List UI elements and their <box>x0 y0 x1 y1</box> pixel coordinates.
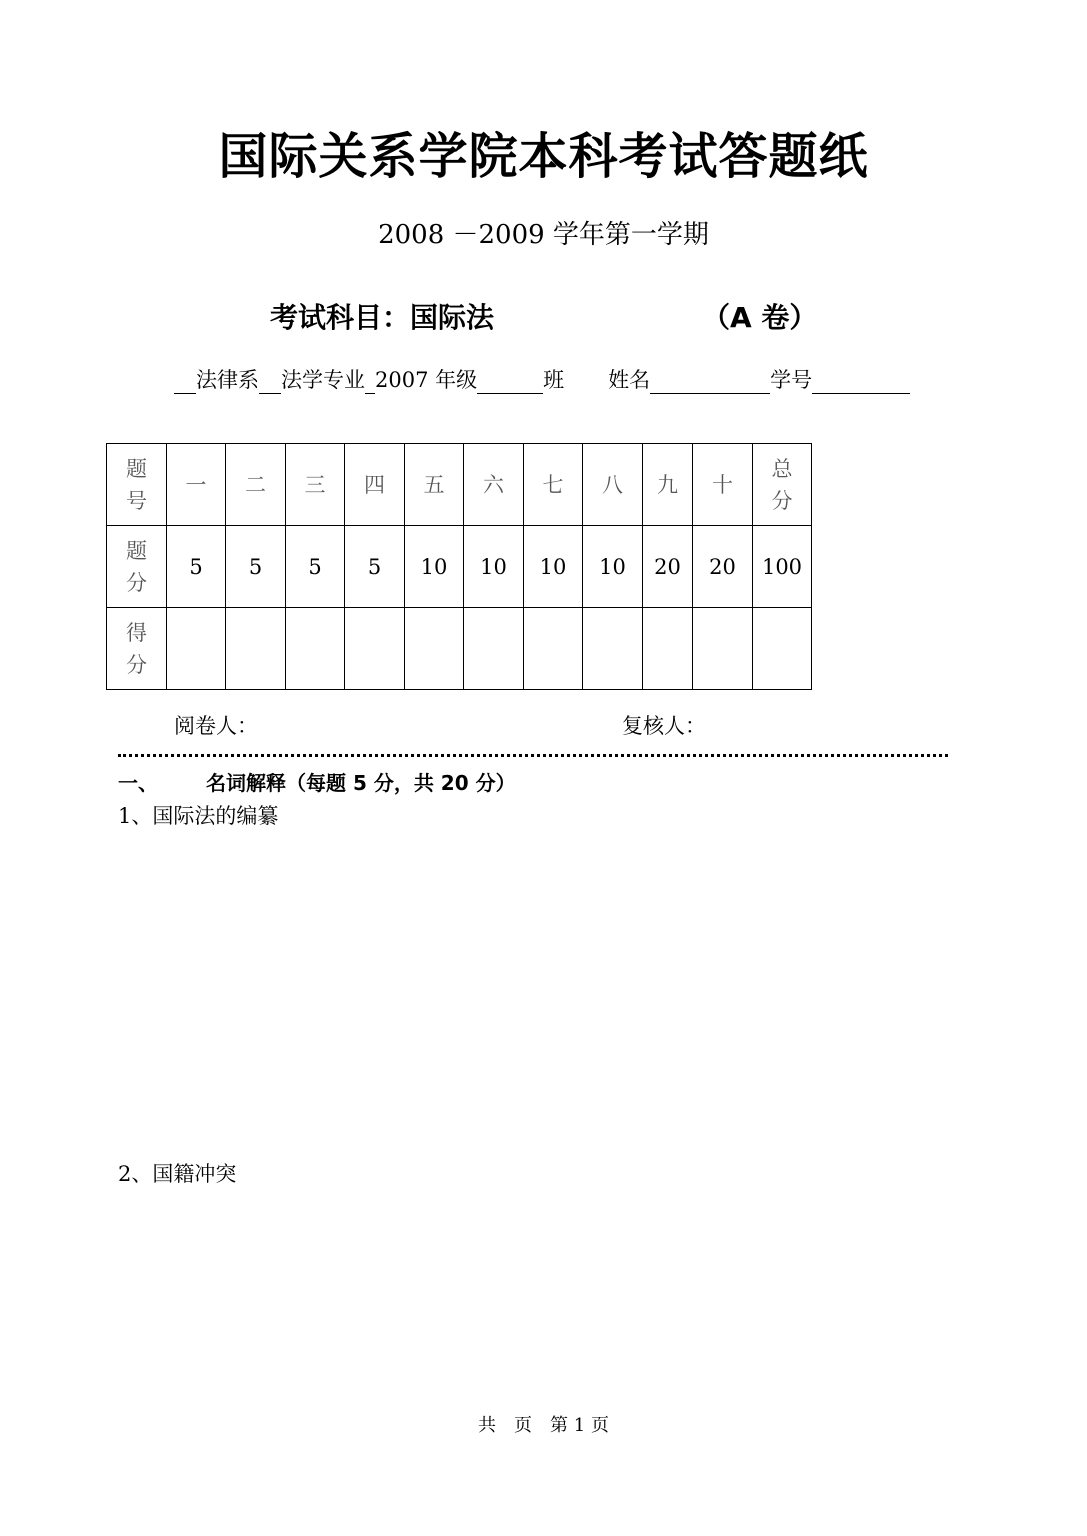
table-cell: 六 <box>464 444 524 526</box>
table-cell: 10 <box>583 526 643 608</box>
dotted-separator <box>118 742 948 757</box>
table-cell: 五 <box>405 444 464 526</box>
department-prefix-blank[interactable] <box>174 371 196 394</box>
checker-label: 复核人： <box>622 714 706 738</box>
section-number: 一、 <box>118 771 158 795</box>
table-cell: 5 <box>167 526 226 608</box>
reviewer-label: 阅卷人： <box>174 714 258 738</box>
score-input-cell[interactable] <box>693 608 753 690</box>
score-input-cell[interactable] <box>345 608 405 690</box>
table-row-score-obtained <box>107 608 812 690</box>
major-prefix-blank[interactable] <box>259 371 281 394</box>
score-input-cell[interactable] <box>464 608 524 690</box>
table-cell: 10 <box>524 526 583 608</box>
year-prefix-blank[interactable] <box>365 371 375 394</box>
class-blank[interactable] <box>477 371 543 394</box>
major-label: 法学专业 <box>281 368 365 392</box>
table-cell: 20 <box>693 526 753 608</box>
table-cell: 5 <box>345 526 405 608</box>
table-cell: 七 <box>524 444 583 526</box>
table-cell: 100 <box>753 526 812 608</box>
student-id-blank[interactable] <box>812 371 910 394</box>
section-heading <box>118 767 516 796</box>
score-input-cell[interactable] <box>643 608 693 690</box>
table-cell: 20 <box>643 526 693 608</box>
semester-label: 2008 －2009 学年第一学期 <box>378 220 709 250</box>
page-title: 国际关系学院本科考试答题纸 <box>218 128 869 185</box>
score-input-cell[interactable] <box>226 608 286 690</box>
department-label: 法律系 <box>196 368 259 392</box>
score-input-cell[interactable] <box>583 608 643 690</box>
table-cell: 10 <box>405 526 464 608</box>
page-footer: 共 页 第 1 页 <box>478 1415 609 1436</box>
table-cell: 总分 <box>753 444 812 526</box>
table-cell: 5 <box>226 526 286 608</box>
student-id-label: 学号 <box>770 368 813 392</box>
score-input-cell[interactable] <box>753 608 812 690</box>
year-label: 2007 年级 <box>375 368 478 392</box>
score-table <box>106 443 812 690</box>
table-cell: 九 <box>643 444 693 526</box>
table-cell: 一 <box>167 444 226 526</box>
table-cell: 四 <box>345 444 405 526</box>
table-cell: 八 <box>583 444 643 526</box>
table-row-question-points <box>107 526 812 608</box>
class-label: 班 <box>543 368 565 392</box>
score-input-cell[interactable] <box>524 608 583 690</box>
student-info-line <box>174 364 910 394</box>
table-row-question-number <box>107 444 812 526</box>
exam-subject: 考试科目：国际法 <box>270 301 495 334</box>
question-2: 2、国籍冲突 <box>118 1162 237 1186</box>
table-cell: 十 <box>693 444 753 526</box>
score-input-cell[interactable] <box>167 608 226 690</box>
paper-version: （A 卷） <box>702 301 818 334</box>
name-blank[interactable] <box>650 371 770 394</box>
table-cell: 二 <box>226 444 286 526</box>
row-label: 题号 <box>107 444 167 526</box>
name-label: 姓名 <box>608 368 651 392</box>
table-cell: 10 <box>464 526 524 608</box>
question-1: 1、国际法的编纂 <box>118 804 279 828</box>
score-input-cell[interactable] <box>405 608 464 690</box>
row-label: 得分 <box>107 608 167 690</box>
row-label: 题分 <box>107 526 167 608</box>
table-cell: 5 <box>286 526 345 608</box>
score-input-cell[interactable] <box>286 608 345 690</box>
section-title: 名词解释（每题 5 分，共 20 分） <box>206 771 516 795</box>
table-cell: 三 <box>286 444 345 526</box>
